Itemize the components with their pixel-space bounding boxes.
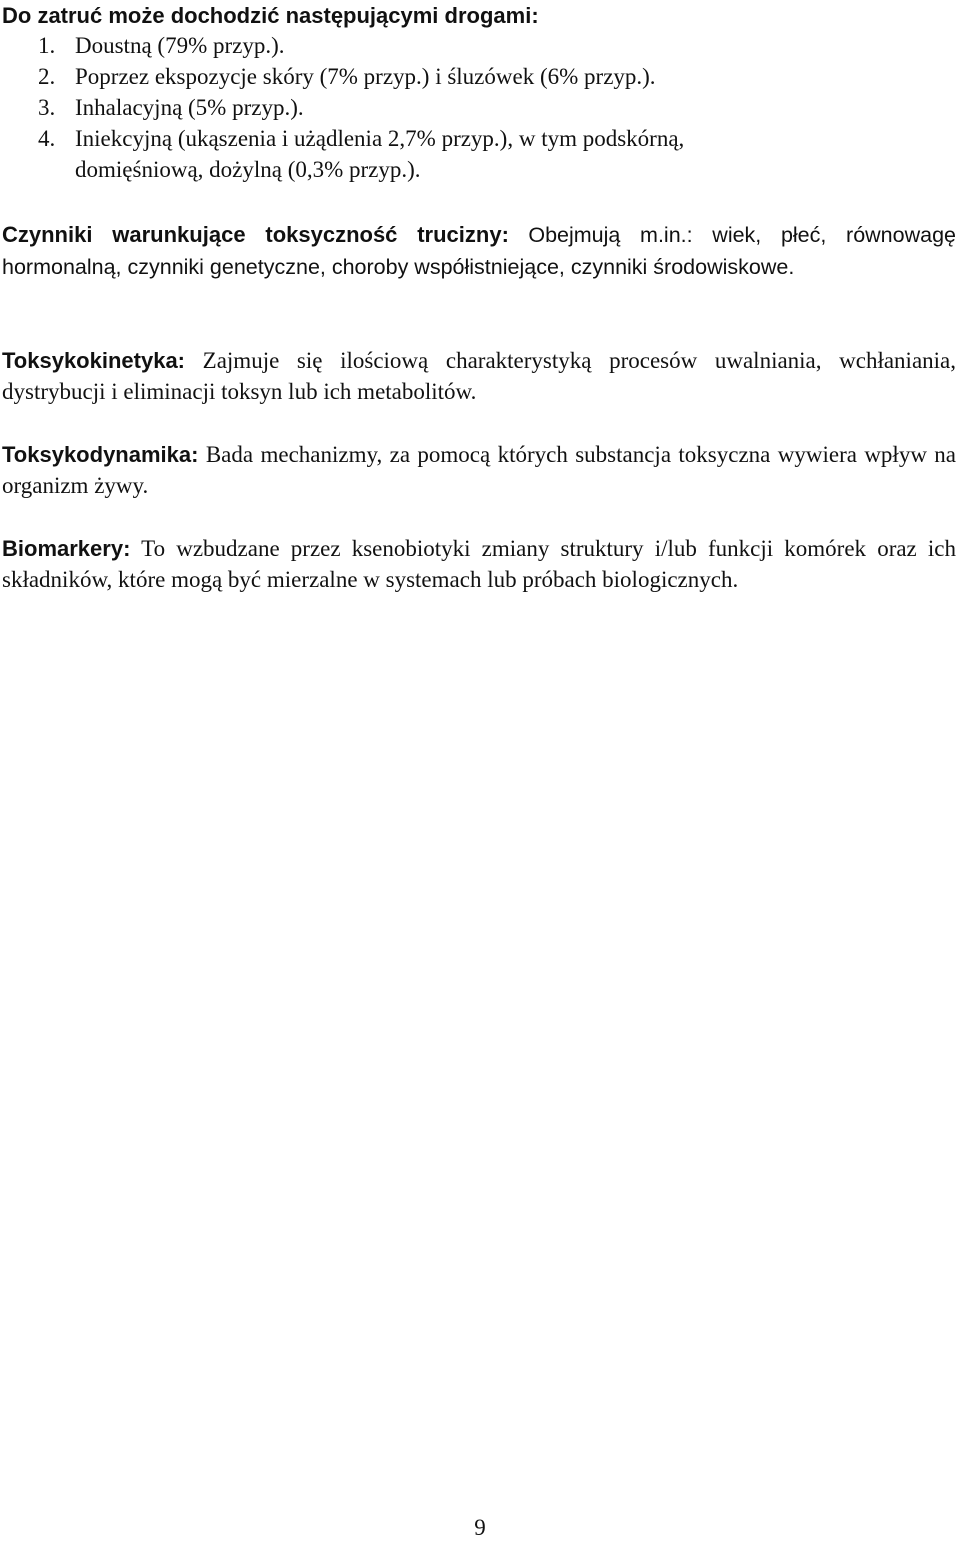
paragraph-text: Bada mechanizmy, za pomocą których substancja toksyczna wywiera wpływ na organizm żywy. — [2, 442, 957, 498]
list-item — [2, 30, 956, 61]
list-item-text: Poprzez ekspozycje skóry (7% przyp.) i śluzówek (6% przyp.). — [75, 64, 656, 89]
list-item-number: 1. — [38, 33, 56, 58]
paragraph-toxicokinetics — [2, 345, 956, 407]
list-item-text: Iniekcyjną (ukąszenia i użądlenia 2,7% przyp.), w tym podskórną, domięśniową, dożylną (0,3% przyp.). — [75, 126, 685, 182]
list-item-number: 4. — [38, 126, 56, 151]
exposure-routes-list — [2, 30, 956, 185]
paragraph-text: To wzbudzane przez ksenobiotyki zmiany struktury i/lub funkcji komórek oraz ich składników, które mogą być mierzalne w systemach lub próbach biologicznych. — [2, 536, 957, 592]
list-item — [2, 92, 956, 123]
list-item-text: Inhalacyjną (5% przyp.). — [75, 95, 304, 120]
list-item — [2, 123, 956, 185]
section-heading: Do zatruć może dochodzić następującymi drogami: — [2, 3, 539, 28]
paragraph-toxicodynamics — [2, 439, 956, 501]
paragraph-label: Toksykokinetyka: — [2, 348, 186, 373]
list-item-number: 3. — [38, 95, 56, 120]
list-item-number: 2. — [38, 64, 56, 89]
list-item-text: Doustną (79% przyp.). — [75, 33, 285, 58]
paragraph-label: Czynniki warunkujące toksyczność trucizny: — [2, 222, 509, 247]
paragraph-label: Biomarkery: — [2, 536, 131, 561]
paragraph-label: Toksykodynamika: — [2, 442, 199, 467]
paragraph-text: Obejmują m.in.: wiek, płeć, równowagę hormonalną, czynniki genetyczne, choroby współistniejące, czynniki środowiskowe. — [2, 223, 956, 279]
paragraph-biomarkers — [2, 533, 956, 595]
list-item — [2, 61, 956, 92]
paragraph-text: Zajmuje się ilościową charakterystyką procesów uwalniania, wchłaniania, dystrybucji i eliminacji toksyn lub ich metabolitów. — [2, 348, 957, 404]
page-number: 9 — [474, 1515, 486, 1540]
paragraph-toxicity-factors — [2, 219, 956, 283]
